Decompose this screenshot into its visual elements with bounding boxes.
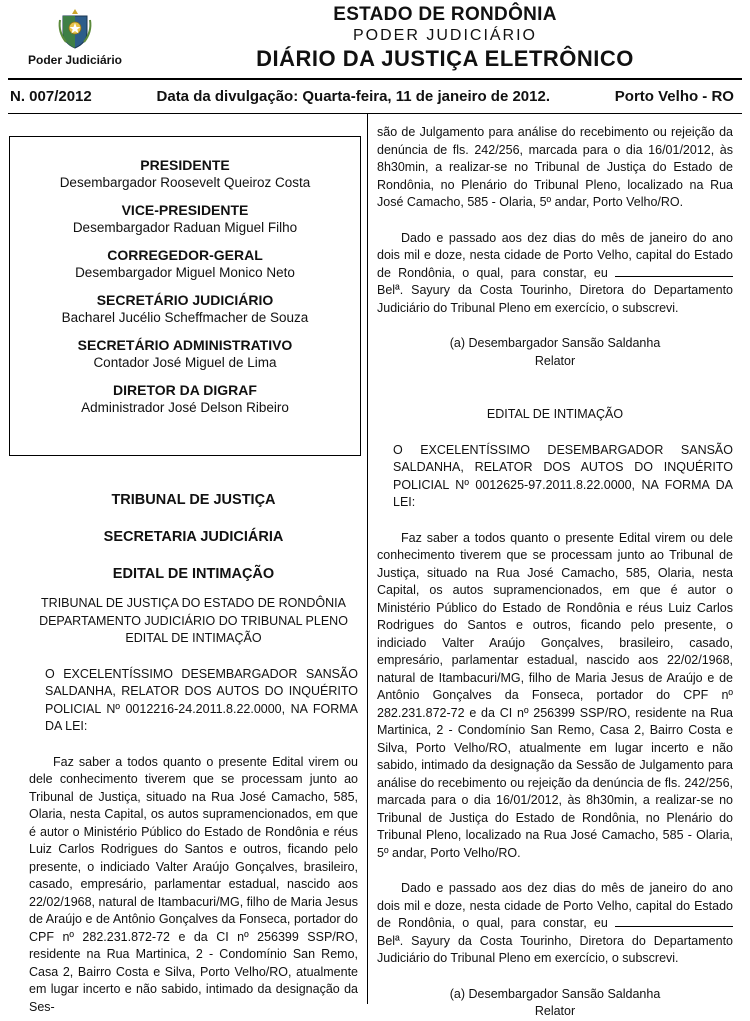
official-title: DIRETOR DA DIGRAF <box>113 382 257 398</box>
column-divider <box>367 114 368 1004</box>
publication-date: Data da divulgação: Quarta-feira, 11 de janeiro de 2012. <box>156 88 551 105</box>
edition-number: N. 007/2012 <box>10 88 92 105</box>
edital-heading-paragraph: O EXCELENTÍSSIMO DESEMBARGADOR SANSÃO SALDANHA, RELATOR DOS AUTOS DO INQUÉRITO POLICIAL Nº 0012625-97.2011.8.22.0000, NA FORMA DA LEI: <box>393 442 733 509</box>
official-name: Desembargador Roosevelt Queiroz Costa <box>59 175 311 190</box>
edital-subheading-2: DEPARTAMENTO JUDICIÁRIO DO TRIBUNAL PLENO <box>39 613 348 628</box>
official-entry <box>10 337 360 371</box>
official-title: SECRETÁRIO ADMINISTRATIVO <box>77 337 293 353</box>
given-date-text: Dado e passado aos dez dias do mês de janeiro do ano dois mil e doze, nesta cidade de Porto Velho, capital do Estado de Rondônia, o qual, para constar, eu <box>377 881 733 930</box>
edital-subheading-3: EDITAL DE INTIMAÇÃO <box>125 631 262 645</box>
edition-info-bar <box>10 88 734 105</box>
right-column <box>377 124 733 1021</box>
edital-title: EDITAL DE INTIMAÇÃO <box>486 407 624 421</box>
official-title: SECRETÁRIO JUDICIÁRIO <box>96 292 274 308</box>
official-name: Desembargador Miguel Monico Neto <box>75 265 295 280</box>
signature-judge: (a) Desembargador Sansão Saldanha <box>449 986 661 1001</box>
official-name: Bacharel Jucélio Scheffmacher de Souza <box>61 310 309 325</box>
signature-judge: (a) Desembargador Sansão Saldanha <box>449 336 661 350</box>
official-name: Administrador José Delson Ribeiro <box>81 400 289 415</box>
signature-line <box>615 916 733 927</box>
official-entry <box>10 157 360 191</box>
section-heading-court: TRIBUNAL DE JUSTIÇA <box>111 492 276 508</box>
edital-heading-paragraph: O EXCELENTÍSSIMO DESEMBARGADOR SANSÃO SALDANHA, RELATOR DOS AUTOS DO INQUÉRITO POLICIAL Nº 0012216-24.2011.8.22.0000, NA FORMA DA LEI: <box>45 666 358 733</box>
officials-box <box>9 136 361 456</box>
section-heading-secretariat: SECRETARIA JUDICIÁRIA <box>103 529 284 545</box>
coat-of-arms-icon <box>58 8 92 50</box>
official-name: Desembargador Raduan Miguel Filho <box>72 220 298 235</box>
official-entry <box>10 382 360 416</box>
branch-title: PODER JUDICIÁRIO <box>352 27 537 44</box>
edital-continuation-paragraph: são de Julgamento para análise do recebimento ou rejeição da denúncia de fls. 242/256, marcada para o dia 16/01/2012, às 8h30min, a realizar-se no Tribunal de Justiça do Estado de Rondônia, no Plenário do Tribunal Pleno, localizado na Rua José Camacho, 585 - Olaria, 5º andar, Porto Velho/RO. <box>377 125 733 209</box>
given-date-paragraph <box>377 230 733 318</box>
masthead-titles <box>140 4 750 72</box>
official-title: VICE-PRESIDENTE <box>121 202 249 218</box>
official-entry <box>10 202 360 236</box>
given-date-text: Dado e passado aos dez dias do mês de janeiro do ano dois mil e doze, nesta cidade de Porto Velho, capital do Estado de Rondônia, o qual, para constar, eu <box>377 230 733 280</box>
masthead-logo <box>20 8 130 67</box>
signature-role: Relator <box>534 353 576 368</box>
official-entry <box>10 247 360 281</box>
given-date-paragraph <box>377 880 733 968</box>
edital-body-paragraph: Faz saber a todos quanto o presente Edital virem ou dele conhecimento tiverem que se processam junto ao Tribunal de Justiça, situado na Rua José Camacho, 585, Olaria, nesta Capital, os autos supramencionados, em que é autor o Ministério Público do Estado de Rondônia e réus Luiz Carlos Rodrigues do Santos e outros, ficando pelo presente, o indiciado Valter Araújo Gonçalves, brasileiro, casado, empresário, parlamentar estadual, nascido aos 22/02/1968, natural de Itambacuri/MG, filho de Maria Jesus de Araújo e de Antônio Gonçalves da Fonseca, portador do CPF nº 282.231.872-72 e da CI nº 256399 SSP/RO, residente na Rua Martinica, 2 - Condomínio San Remo, Casa 2, Bairro Costa e Silva, Porto Velho/RO, atualmente em lugar incerto e não sabido, intimado da designação da Ses- <box>29 754 358 1014</box>
logo-caption: Poder Judiciário <box>27 53 123 67</box>
info-bar-rule <box>8 113 742 114</box>
signature-role: Relator <box>534 1004 576 1018</box>
edital-body-paragraph: Faz saber a todos quanto o presente Edital virem ou dele conhecimento tiverem que se processam junto ao Tribunal de Justiça, situado na Rua José Camacho, 585, Olaria, nesta Capital, os autos supramencionados, em que é autor o Ministério Público do Estado de Rondônia e réus Luiz Carlos Rodrigues do Santos e outros, ficando pelo presente, o indiciado Valter Araújo Gonçalves, brasileiro, casado, empresário, parlamentar estadual, nascido aos 22/02/1968, natural de Itambacuri/MG, filho de Maria Jesus de Araújo e de Antônio Gonçalves da Fonseca, portador do CPF nº 282.231.872-72 e da CI nº 256399 SSP/RO, residente na Rua Martinica, 2 - Condomínio San Remo, Casa 2, Bairro Costa e Silva, Porto Velho/RO, atualmente em lugar incerto e não sabido, intimado da designação da Sessão de Julgamento para análise do recebimento ou rejeição da denúncia de fls. 242/256, marcada para o dia 16/01/2012, às 8h30min, a realizar-se no Tribunal de Justiça do Estado de Rondônia, no Plenário do Tribunal Pleno, localizado na Rua José Camacho, 585 - Olaria, 5º andar, Porto Velho/RO. <box>377 530 733 860</box>
official-entry <box>10 292 360 326</box>
director-text: Belª. Sayury da Costa Tourinho, Diretora do Departamento Judiciário do Tribunal Pleno em exercício, o subscrevi. <box>377 933 733 965</box>
journal-title: DIÁRIO DA JUSTIÇA ELETRÔNICO <box>256 46 634 71</box>
left-column <box>29 490 358 1016</box>
official-name: Contador José Miguel de Lima <box>93 355 277 370</box>
section-heading-edital: EDITAL DE INTIMAÇÃO <box>112 566 275 582</box>
director-text: Belª. Sayury da Costa Tourinho, Diretora do Departamento Judiciário do Tribunal Pleno em exercício, o subscrevi. <box>377 283 733 315</box>
official-title: CORREGEDOR-GERAL <box>107 247 263 263</box>
edition-city: Porto Velho - RO <box>614 88 734 105</box>
signature-line <box>615 266 733 277</box>
state-title: ESTADO DE RONDÔNIA <box>333 4 557 25</box>
masthead-rule <box>8 78 742 80</box>
edital-subheading-1: TRIBUNAL DE JUSTIÇA DO ESTADO DE RONDÔNIA <box>41 596 346 610</box>
official-title: PRESIDENTE <box>140 157 230 173</box>
